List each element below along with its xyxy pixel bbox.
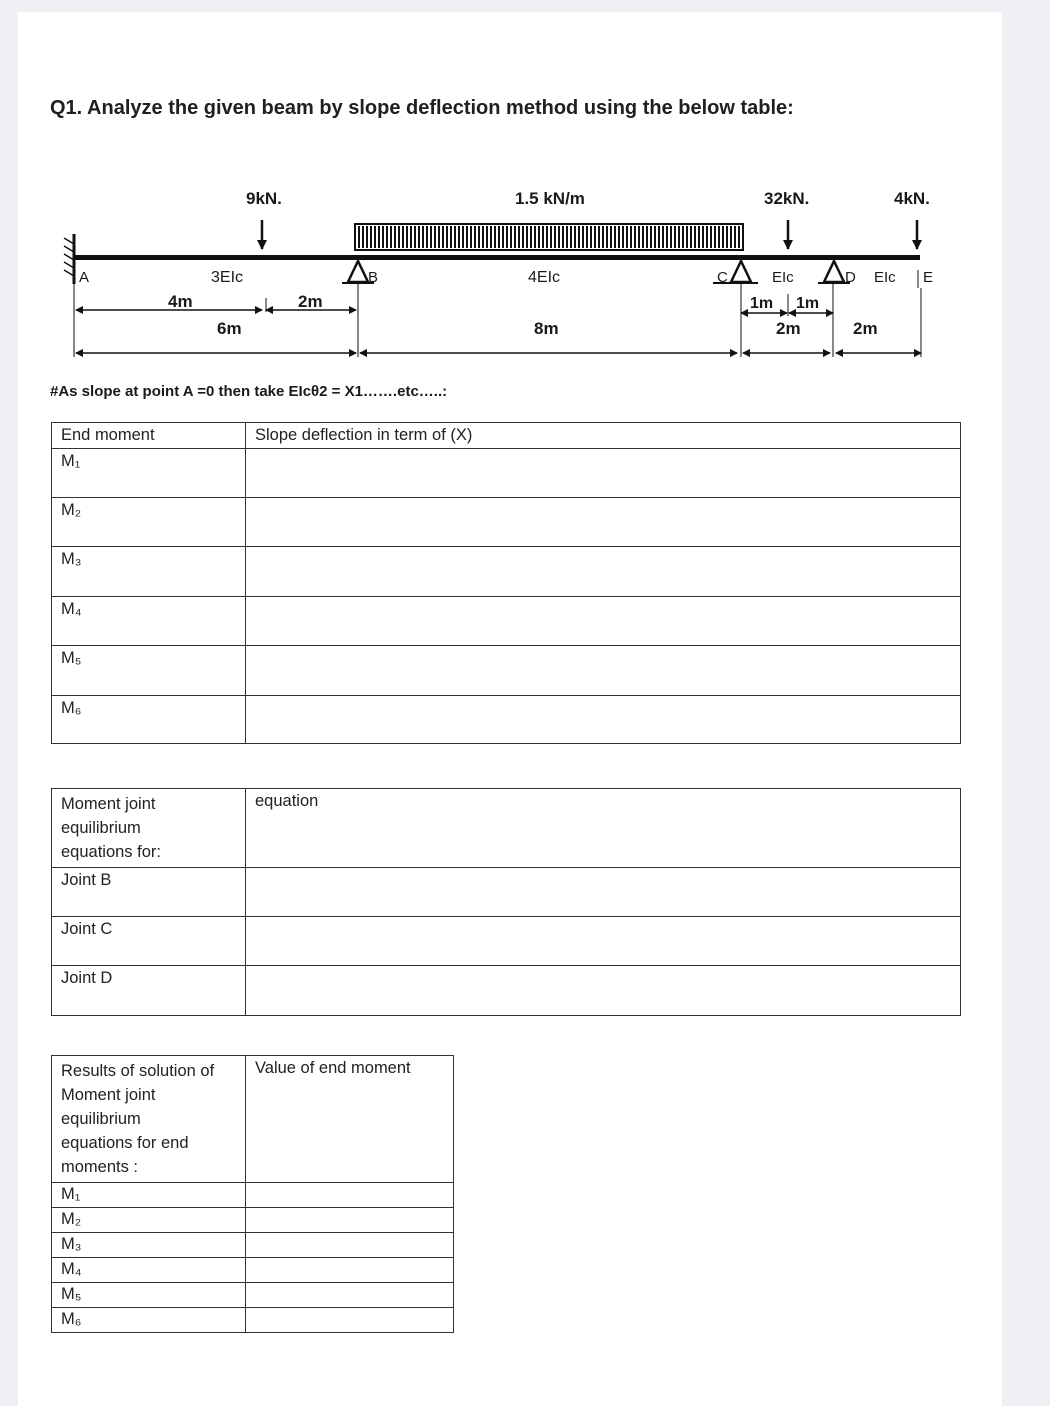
row-label-m4: M₄ xyxy=(52,597,246,646)
answer-cell-m2[interactable] xyxy=(246,498,961,547)
label-load-9kn: 9kN. xyxy=(246,189,282,208)
equation-cell-joint-c[interactable] xyxy=(246,917,961,966)
result-label-m4: M₄ xyxy=(52,1258,246,1283)
equation-cell-joint-b[interactable] xyxy=(246,868,961,917)
answer-cell-m4[interactable] xyxy=(246,597,961,646)
beam-line xyxy=(74,255,920,260)
row-label-m6: M₆ xyxy=(52,696,246,744)
dim-8m: 8m xyxy=(534,319,559,338)
header-slope-deflection: Slope deflection in term of (X) xyxy=(246,423,961,449)
label-load-4kn: 4kN. xyxy=(894,189,930,208)
dim-1m-a: 1m xyxy=(750,295,774,312)
label-point-b: B xyxy=(368,269,379,286)
header-value-end-moment: Value of end moment xyxy=(246,1056,454,1183)
label-ei-ab: 3EIc xyxy=(211,269,244,286)
row-label-m1: M₁ xyxy=(52,449,246,498)
label-point-a: A xyxy=(79,269,90,286)
equation-cell-joint-d[interactable] xyxy=(246,966,961,1016)
result-label-m3: M₃ xyxy=(52,1233,246,1258)
fixed-support-a xyxy=(64,234,74,284)
support-b xyxy=(348,261,368,282)
results-table xyxy=(51,1055,454,1333)
header-moment-joint-line2: equilibrium xyxy=(61,819,141,837)
result-label-m6: M₆ xyxy=(52,1308,246,1333)
header-moment-joint-line3: equations for: xyxy=(61,843,161,861)
answer-cell-m6[interactable] xyxy=(246,696,961,744)
result-cell-m5[interactable] xyxy=(246,1283,454,1308)
label-ei-de: EIc xyxy=(874,269,896,286)
row-label-m5: M₅ xyxy=(52,646,246,696)
dim-2m-de: 2m xyxy=(853,319,878,338)
document-sheet xyxy=(18,12,1002,1406)
answer-cell-m5[interactable] xyxy=(246,646,961,696)
label-point-d: D xyxy=(845,269,856,286)
header-results-line2: Moment joint xyxy=(61,1086,156,1104)
result-label-m1: M₁ xyxy=(52,1183,246,1208)
support-c xyxy=(731,261,751,282)
dim-2m: 2m xyxy=(298,292,323,311)
header-results-line5: moments : xyxy=(61,1158,139,1176)
answer-cell-m1[interactable] xyxy=(246,449,961,498)
support-d xyxy=(824,261,844,282)
header-moment-joint-line1: Moment joint xyxy=(61,795,156,813)
dim-4m: 4m xyxy=(168,292,193,311)
header-results xyxy=(52,1056,246,1183)
header-results-line1: Results of solution of xyxy=(61,1062,215,1080)
label-ei-bc: 4EIc xyxy=(528,269,561,286)
label-point-e: E xyxy=(923,269,934,286)
header-end-moment: End moment xyxy=(52,423,246,449)
dim-1m-b: 1m xyxy=(796,295,820,312)
row-label-m2: M₂ xyxy=(52,498,246,547)
row-label-joint-b: Joint B xyxy=(52,868,246,917)
header-results-line3: equilibrium xyxy=(61,1110,141,1128)
udl-load xyxy=(355,224,743,250)
result-label-m2: M₂ xyxy=(52,1208,246,1233)
beam-diagram xyxy=(18,12,1002,382)
dim-2m-cd: 2m xyxy=(776,319,801,338)
result-cell-m3[interactable] xyxy=(246,1233,454,1258)
label-point-c: C xyxy=(717,269,728,286)
instruction-note: #As slope at point A =0 then take EIcθ2 = X1…….etc…..: xyxy=(50,383,448,400)
row-label-joint-c: Joint C xyxy=(52,917,246,966)
question-title: Q1. Analyze the given beam by slope deflection method using the below table: xyxy=(50,97,794,119)
row-label-m3: M₃ xyxy=(52,547,246,597)
result-cell-m2[interactable] xyxy=(246,1208,454,1233)
result-cell-m1[interactable] xyxy=(246,1183,454,1208)
label-udl: 1.5 kN/m xyxy=(515,189,585,208)
answer-cell-m3[interactable] xyxy=(246,547,961,597)
result-cell-m6[interactable] xyxy=(246,1308,454,1333)
row-label-joint-d: Joint D xyxy=(52,966,246,1016)
header-results-line4: equations for end xyxy=(61,1134,189,1152)
header-equation: equation xyxy=(246,789,961,868)
label-ei-cd: EIc xyxy=(772,269,794,286)
result-label-m5: M₅ xyxy=(52,1283,246,1308)
result-cell-m4[interactable] xyxy=(246,1258,454,1283)
label-load-32kn: 32kN. xyxy=(764,189,810,208)
header-moment-joint xyxy=(52,789,246,868)
slope-deflection-table xyxy=(51,422,961,744)
equilibrium-equations-table xyxy=(51,788,961,1016)
dim-6m: 6m xyxy=(217,319,242,338)
